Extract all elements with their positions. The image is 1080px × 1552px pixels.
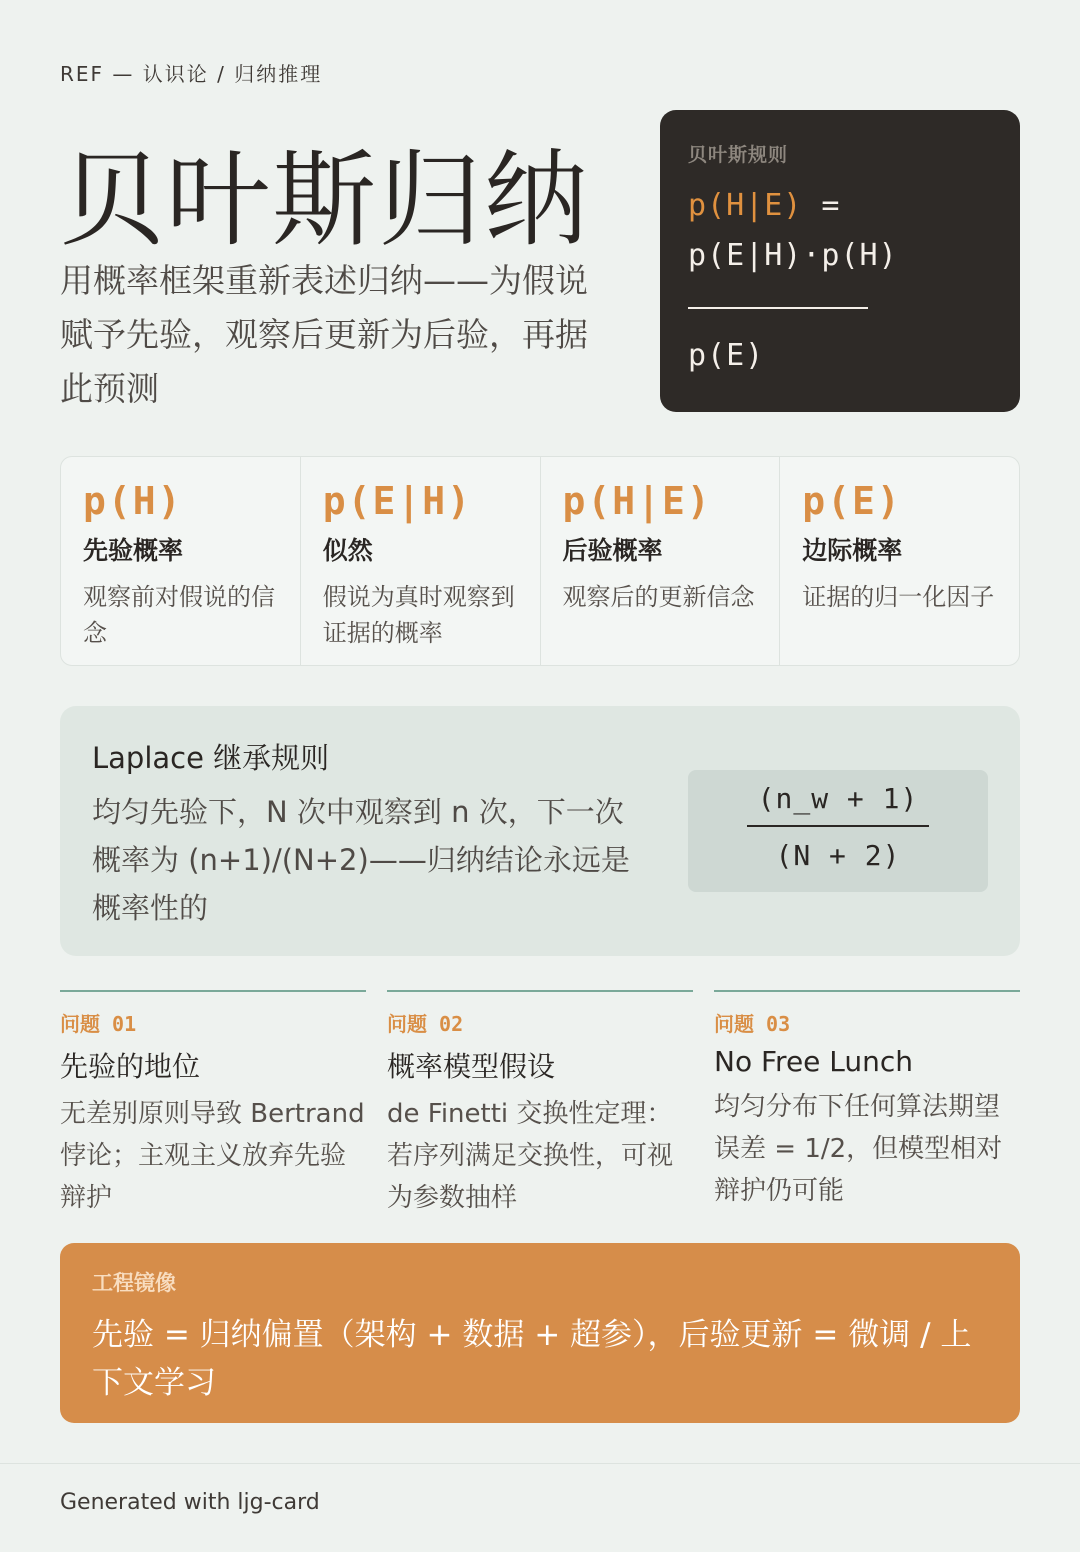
- term-likelihood: [301, 457, 541, 665]
- fraction-denominator: (N + 2): [775, 839, 901, 872]
- problem-title: 概率模型假设: [387, 1050, 556, 1083]
- term-description: 假说为真时观察到证据的概率: [322, 583, 515, 647]
- term-symbol: p(H|E): [562, 479, 712, 523]
- footer-credit: Generated with ljg-card: [60, 1490, 320, 1515]
- formula-posterior: p(H|E): [688, 188, 803, 223]
- page-title: 贝叶斯归纳: [60, 139, 591, 261]
- problem-text: de Finetti 交换性定理：若序列满足交换性，可视为参数抽样: [387, 1099, 674, 1213]
- engineering-mirror-panel: [60, 1243, 1020, 1423]
- problem-tag: 问题 03: [714, 1012, 791, 1036]
- laplace-panel: [60, 706, 1020, 956]
- problem-card: [387, 990, 693, 1219]
- term-description: 观察后的更新信念: [562, 583, 755, 611]
- term-name: 边际概率: [802, 536, 903, 565]
- formula-lhs: [688, 181, 992, 231]
- term-symbol: p(H): [83, 479, 183, 523]
- laplace-fraction: [688, 770, 988, 892]
- engineering-text: 先验 = 归纳偏置（架构 + 数据 + 超参），后验更新 = 微调 / 上下文学习: [92, 1317, 972, 1401]
- term-prior: [61, 457, 301, 665]
- fraction-bar: [747, 825, 929, 827]
- problem-title: No Free Lunch: [714, 1045, 914, 1078]
- term-name: 后验概率: [562, 536, 663, 565]
- term-symbol: p(E|H): [322, 479, 473, 523]
- problem-tag: 问题 02: [387, 1012, 464, 1036]
- page-subtitle: 用概率框架重新表述归纳——为假说赋予先验，观察后更新为后验，再据此预测: [60, 261, 588, 408]
- term-description: 证据的归一化因子: [802, 583, 995, 611]
- formula-denominator: p(E): [688, 338, 765, 373]
- breadcrumb: REF — 认识论 / 归纳推理: [60, 62, 323, 86]
- problems-row: [60, 990, 1020, 1219]
- term-name: 似然: [322, 536, 373, 565]
- formula-numerator: p(E|H)·p(H): [688, 238, 898, 273]
- problem-tag: 问题 01: [60, 1012, 137, 1036]
- footer-divider: [0, 1463, 1080, 1464]
- problem-card: [60, 990, 366, 1219]
- problem-card: [714, 990, 1020, 1219]
- laplace-text: 均匀先验下，N 次中观察到 n 次，下一次概率为 (n+1)/(N+2)——归纳结论永远是概率性的: [92, 795, 630, 925]
- term-symbol: p(E): [802, 479, 902, 523]
- problem-text: 均匀分布下任何算法期望误差 = 1/2，但模型相对辩护仍可能: [714, 1092, 1003, 1206]
- formula-fraction-bar: [688, 307, 868, 309]
- term-marginal: [780, 457, 1019, 665]
- bayes-rule-card: [660, 110, 1020, 412]
- fraction-numerator: (n_w + 1): [757, 782, 919, 815]
- engineering-label: 工程镜像: [92, 1271, 176, 1295]
- term-name: 先验概率: [83, 536, 184, 565]
- laplace-title: Laplace 继承规则: [92, 741, 330, 775]
- problem-text: 无差别原则导致 Bertrand 悖论；主观主义放弃先验辩护: [60, 1099, 365, 1213]
- formula-equals: =: [802, 188, 841, 223]
- formula-label: 贝叶斯规则: [688, 144, 789, 166]
- term-description: 观察前对假说的信念: [83, 583, 275, 647]
- terms-grid: [60, 456, 1020, 666]
- problem-title: 先验的地位: [60, 1050, 201, 1083]
- term-posterior: [541, 457, 781, 665]
